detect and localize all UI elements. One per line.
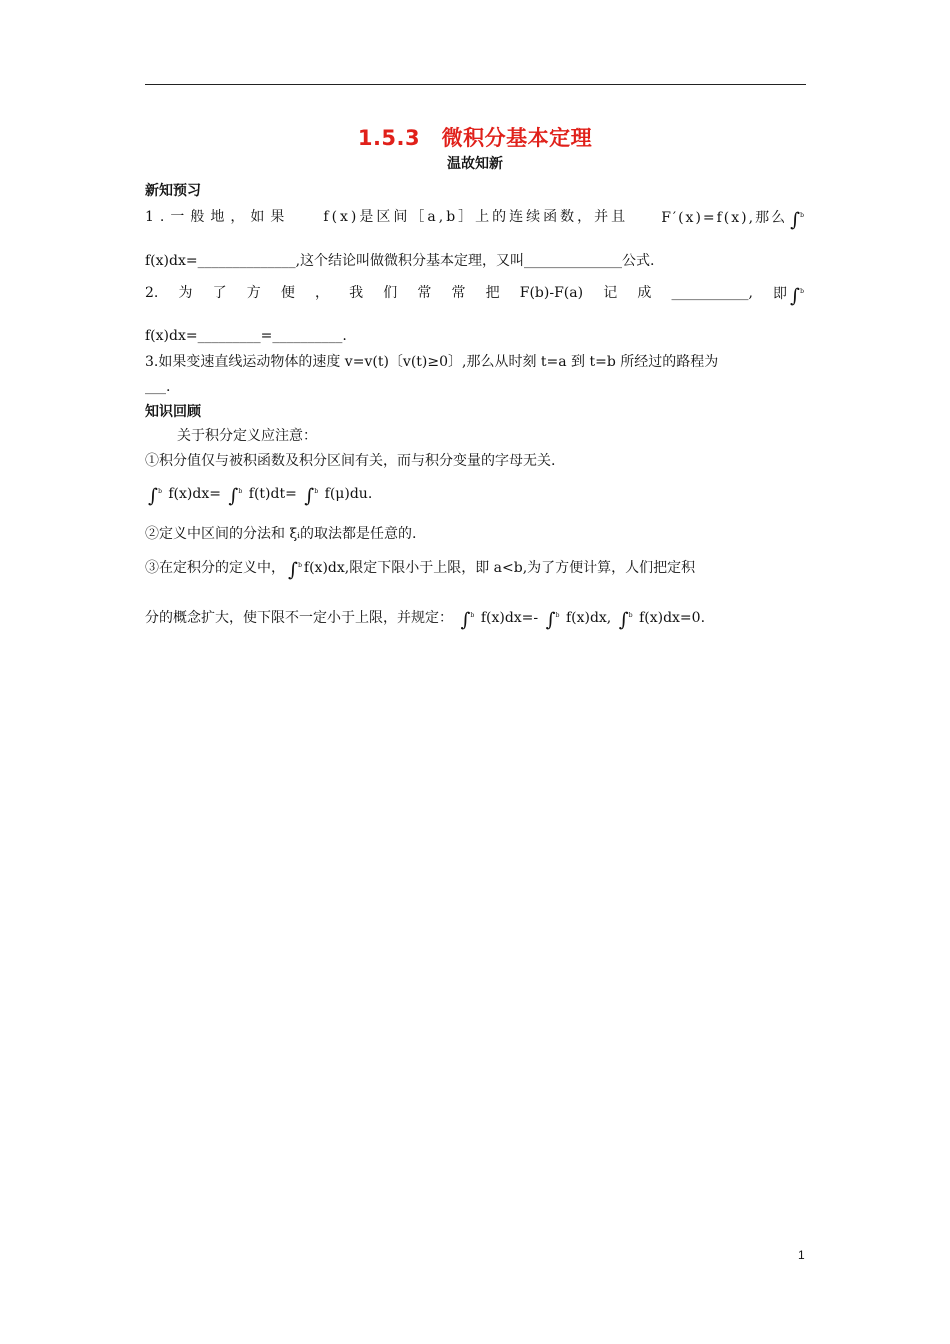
formula-term: f(x)dx= — [168, 486, 221, 502]
q2-word: ___________, — [671, 285, 753, 301]
question-3-line-2 — [145, 377, 170, 397]
formula-term: f(μ)du. — [324, 486, 373, 502]
section-heading-preview: 新知预习 — [145, 183, 201, 199]
formula-term: f(t)dt= — [248, 486, 297, 502]
q2-word: ， — [314, 285, 329, 301]
q2-word: F(b)-F(a) — [519, 285, 584, 301]
page-subtitle: 温故知新 — [447, 156, 503, 172]
formula-term: f(x)dx=- — [480, 610, 539, 626]
q2-number: 2. — [145, 285, 159, 301]
integral-sign-icon: ∫ b — [790, 210, 800, 230]
q2-word: 方 — [246, 285, 261, 301]
q1-part-c — [661, 206, 806, 231]
review-formula-1 — [145, 482, 373, 507]
question-1-line-1 — [145, 206, 806, 231]
q1-line-2-text: f(x)dx=______________,这个结论叫做微积分基本定理，又叫______________公式. — [145, 253, 655, 269]
q2-word: 即 — [773, 286, 788, 302]
integral-sign-icon: ∫ b — [304, 486, 314, 506]
review-intro: 关于积分定义应注意： — [177, 428, 317, 444]
integral-sign-icon: ∫ b — [288, 560, 298, 580]
q1-part-c-text: F′(x)=f(x),那么 — [661, 210, 788, 226]
integral-sign-icon: ∫ b — [148, 486, 158, 506]
q3-line-1-text: 3.如果变速直线运动物体的速度 v=v(t)〔v(t)≥0〕,那么从时刻 t=a 到 t=b 所经过的路程为 — [145, 354, 719, 370]
question-2-line-1 — [145, 282, 806, 307]
q2-word: 们 — [383, 285, 398, 301]
review-point-2: ②定义中区间的分法和 ξᵢ的取法都是任意的. — [145, 526, 417, 542]
formula-term: f(x)dx=0. — [639, 610, 706, 626]
integral-sign-icon: ∫ b — [619, 610, 629, 630]
q2-word: 把 — [485, 285, 500, 301]
q1-part-a: 1.一般地，如果 — [145, 209, 291, 225]
section-heading-review: 知识回顾 — [145, 404, 201, 420]
header-rule — [145, 84, 806, 85]
review-point-1: ①积分值仅与被积函数及积分区间有关，而与积分变量的字母无关. — [145, 453, 556, 469]
formula-term: f(x)dx, — [565, 610, 612, 626]
q1-part-b: f(x)是区间［a,b］上的连续函数，并且 — [323, 209, 629, 225]
p3-text-a: ③在定积分的定义中， — [145, 560, 285, 576]
q2-word: 便 — [280, 285, 295, 301]
review-point-3-line-1 — [145, 556, 696, 581]
review-point-3-line-2 — [145, 606, 706, 631]
q2-word-last — [773, 282, 806, 307]
q2-word: 记 — [603, 285, 618, 301]
question-2-line-2 — [145, 326, 347, 346]
q2-word: 为 — [178, 285, 193, 301]
q2-word: 我 — [349, 285, 364, 301]
page-title: 1.5.3 微积分基本定理 — [357, 126, 593, 150]
q2-word: 成 — [637, 285, 652, 301]
p3-text-b: f(x)dx,限定下限小于上限，即 a<b,为了方便计算，人们把定积 — [303, 560, 696, 576]
integral-sign-icon: ∫ b — [460, 610, 470, 630]
page-number: 1 — [798, 1248, 805, 1262]
integral-sign-icon: ∫ b — [546, 610, 556, 630]
q2-word: 常 — [417, 285, 432, 301]
p3-text-c: 分的概念扩大，使下限不一定小于上限，并规定： — [145, 610, 453, 626]
q2-word: 了 — [212, 285, 227, 301]
question-3-line-1 — [145, 352, 718, 372]
q2-word: 常 — [451, 285, 466, 301]
q2-line-2-text: f(x)dx=_________=__________. — [145, 328, 347, 344]
q3-line-2-text: ___. — [145, 379, 171, 395]
question-1-line-2 — [145, 251, 655, 271]
integral-sign-icon: ∫ b — [228, 486, 238, 506]
integral-sign-icon: ∫ b — [790, 286, 800, 306]
